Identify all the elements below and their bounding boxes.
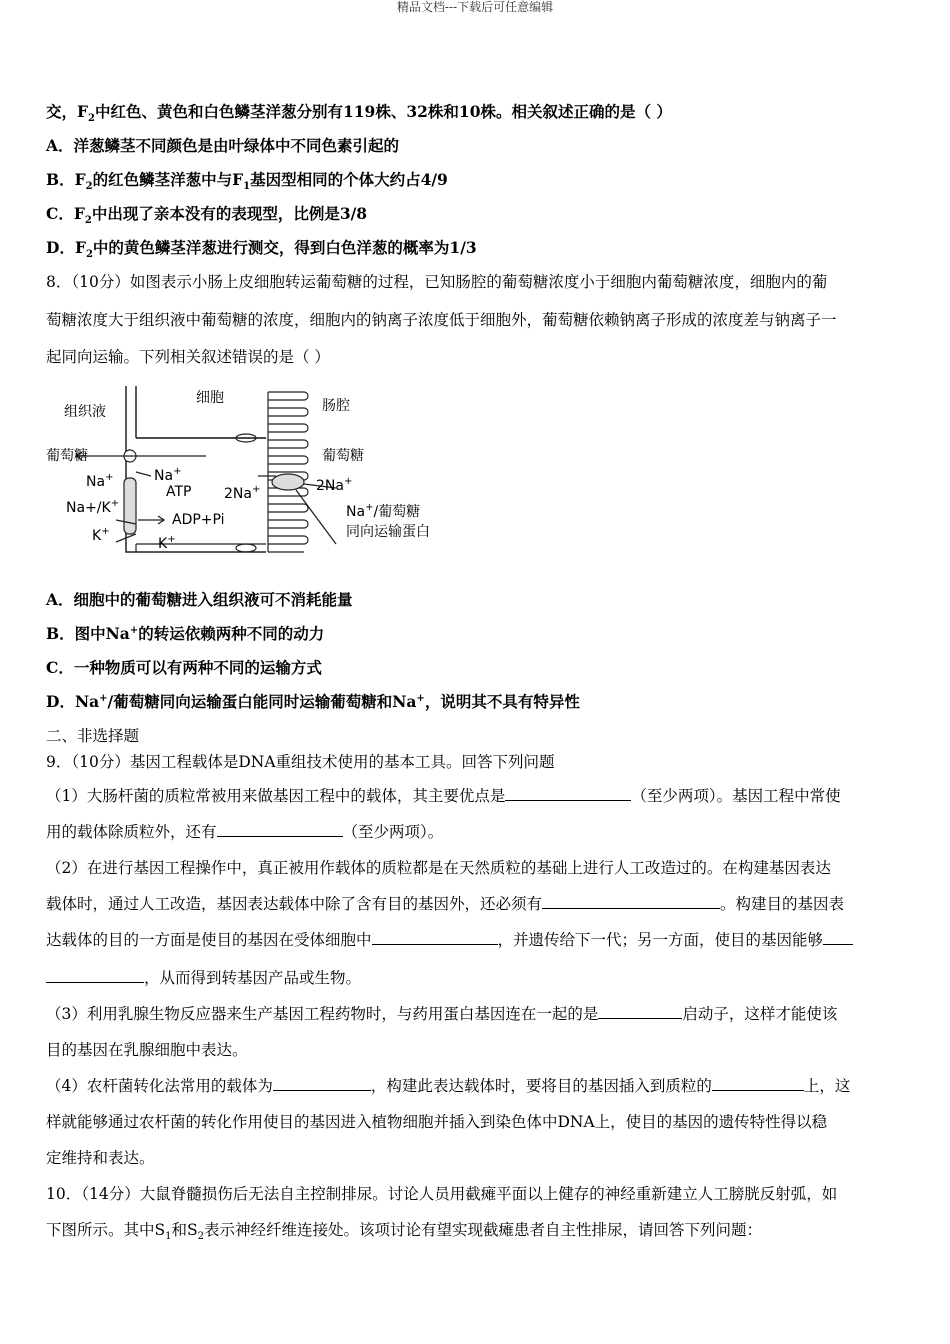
label-2na-left: 2Na+ [224,484,261,502]
q9-part1-line2: 用的载体除质粒外，还有 （至少两项）。 [46,823,444,841]
answer-blank [372,930,498,945]
answer-blank [217,822,343,837]
label-cotransporter-2: 同向运输蛋白 [346,524,430,540]
label-lumen: 肠腔 [322,398,350,414]
q8-option-a: A．细胞中的葡萄糖进入组织液可不消耗能量 [46,590,353,609]
q9-part2-line3: 达载体的目的一方面是使目的基因在受体细胞中 ，并遗传给下一代；另一方面，使目的基因能够 [46,930,853,950]
q7-option-c: C．$F_2$中出现了亲本没有的表现型，比例是3/8 [46,204,368,227]
label-k-left: K+ [92,526,110,544]
q8-option-c: C．一种物质可以有两种不同的运输方式 [46,658,322,677]
q9-part3-line2: 目的基因在乳腺细胞中表达。 [46,1041,248,1059]
q9-part2-line1: （2）在进行基因工程操作中，真正被用作载体的质粒都是在天然质粒的基础上进行人工改造过的。在构建基因表达 [46,859,831,877]
answer-blank [273,1076,371,1091]
label-tissue-fluid: 组织液 [64,404,106,420]
q9-part2-line4: ，从而得到转基因产品或生物。 [46,968,361,988]
q8-stem-line1: 8．（10分）如图表示小肠上皮细胞转运葡萄糖的过程，已知肠腔的葡萄糖浓度小于细胞内葡萄糖浓度，细胞内的葡 [46,273,828,291]
answer-blank [712,1076,804,1091]
q9-part4-line1: （4）农杆菌转化法常用的载体为 ，构建此表达载体时，要将目的基因插入到质粒的 上，这 [46,1077,851,1095]
q9-part1-line1: （1）大肠杆菌的质粒常被用来做基因工程中的载体，其主要优点是 （至少两项）。基因工程中常使 [46,787,841,805]
q8-option-d: D．Na+/葡萄糖同向运输蛋白能同时运输葡萄糖和Na+，说明其不具有特异性 [46,692,580,711]
q8-stem-line3: 起同向运输。下列相关叙述错误的是（ ） [46,348,330,366]
q9-part4-line3: 定维持和表达。 [46,1149,155,1167]
section-title: 二、非选择题 [46,727,140,745]
q8-stem-line2: 萄糖浓度大于组织液中葡萄糖的浓度，细胞内的钠离子浓度低于细胞外，葡萄糖依赖钠离子形成的浓度差与钠离子一 [46,311,837,329]
q9-title: 9．（10分）基因工程载体是DNA重组技术使用的基本工具。回答下列问题 [46,753,555,771]
answer-blank [598,1004,682,1019]
q10-stem-line1: 10．（14分）大鼠脊髓损伤后无法自主控制排尿。讨论人员用截瘫平面以上健存的神经重新建立人工膀胱反射弧，如 [46,1185,838,1203]
label-na-k: Na+/K+ [66,498,120,516]
label-k-right: K+ [158,534,176,552]
page-header-note: 精品文档---下载后可任意编辑 [396,0,554,14]
q7-option-a: A．洋葱鳞茎不同颜色是由叶绿体中不同色素引起的 [46,136,400,155]
label-atp: ATP [166,484,192,500]
answer-blank [505,786,631,801]
q9-part3-line1: （3）利用乳腺生物反应器来生产基因工程药物时，与药用蛋白基因连在一起的是 启动子，这样才能使该 [46,1005,838,1023]
label-na-left: Na+ [86,472,114,490]
label-adp: ADP+Pi [172,512,225,528]
label-2na-right: 2Na+ [316,476,353,494]
q9-part2-line2: 载体时，通过人工改造，基因表达载体中除了含有目的基因外，还必须有 。构建目的基因表 [46,895,845,913]
q10-stem-line2: 下图所示。其中$S_1$和$S_2$表示神经纤维连接处。该项讨论有望实现截瘫患者自主性排尿，请回答下列问题： [46,1221,763,1243]
label-na: Na+ [154,466,182,484]
label-glucose-right: 葡萄糖 [322,448,364,464]
q9-part4-line2: 样就能够通过农杆菌的转化作用使目的基因进入植物细胞并插入到染色体中DNA上，使目的基因的遗传特性得以稳 [46,1113,828,1131]
label-cotransporter-1: Na+/葡萄糖 [346,502,421,520]
answer-blank [542,894,720,909]
answer-blank [823,930,853,945]
label-cell: 细胞 [196,390,224,406]
glucose-transport-figure [46,372,466,562]
q7-option-b: B．$F_2$的红色鳞茎洋葱中与$F_1$基因型相同的个体大约占4/9 [46,170,448,193]
answer-blank [46,968,144,983]
q8-option-b: B．图中Na+的转运依赖两种不同的动力 [46,624,325,643]
q7-stem: 交，$F_2$中红色、黄色和白色鳞茎洋葱分别有119株、32株和10株。相关叙述正确的是（ ） [46,102,672,125]
label-glucose-left: 葡萄糖 [46,448,88,464]
q7-option-d: D．$F_2$中的黄色鳞茎洋葱进行测交，得到白色洋葱的概率为1/3 [46,238,477,261]
